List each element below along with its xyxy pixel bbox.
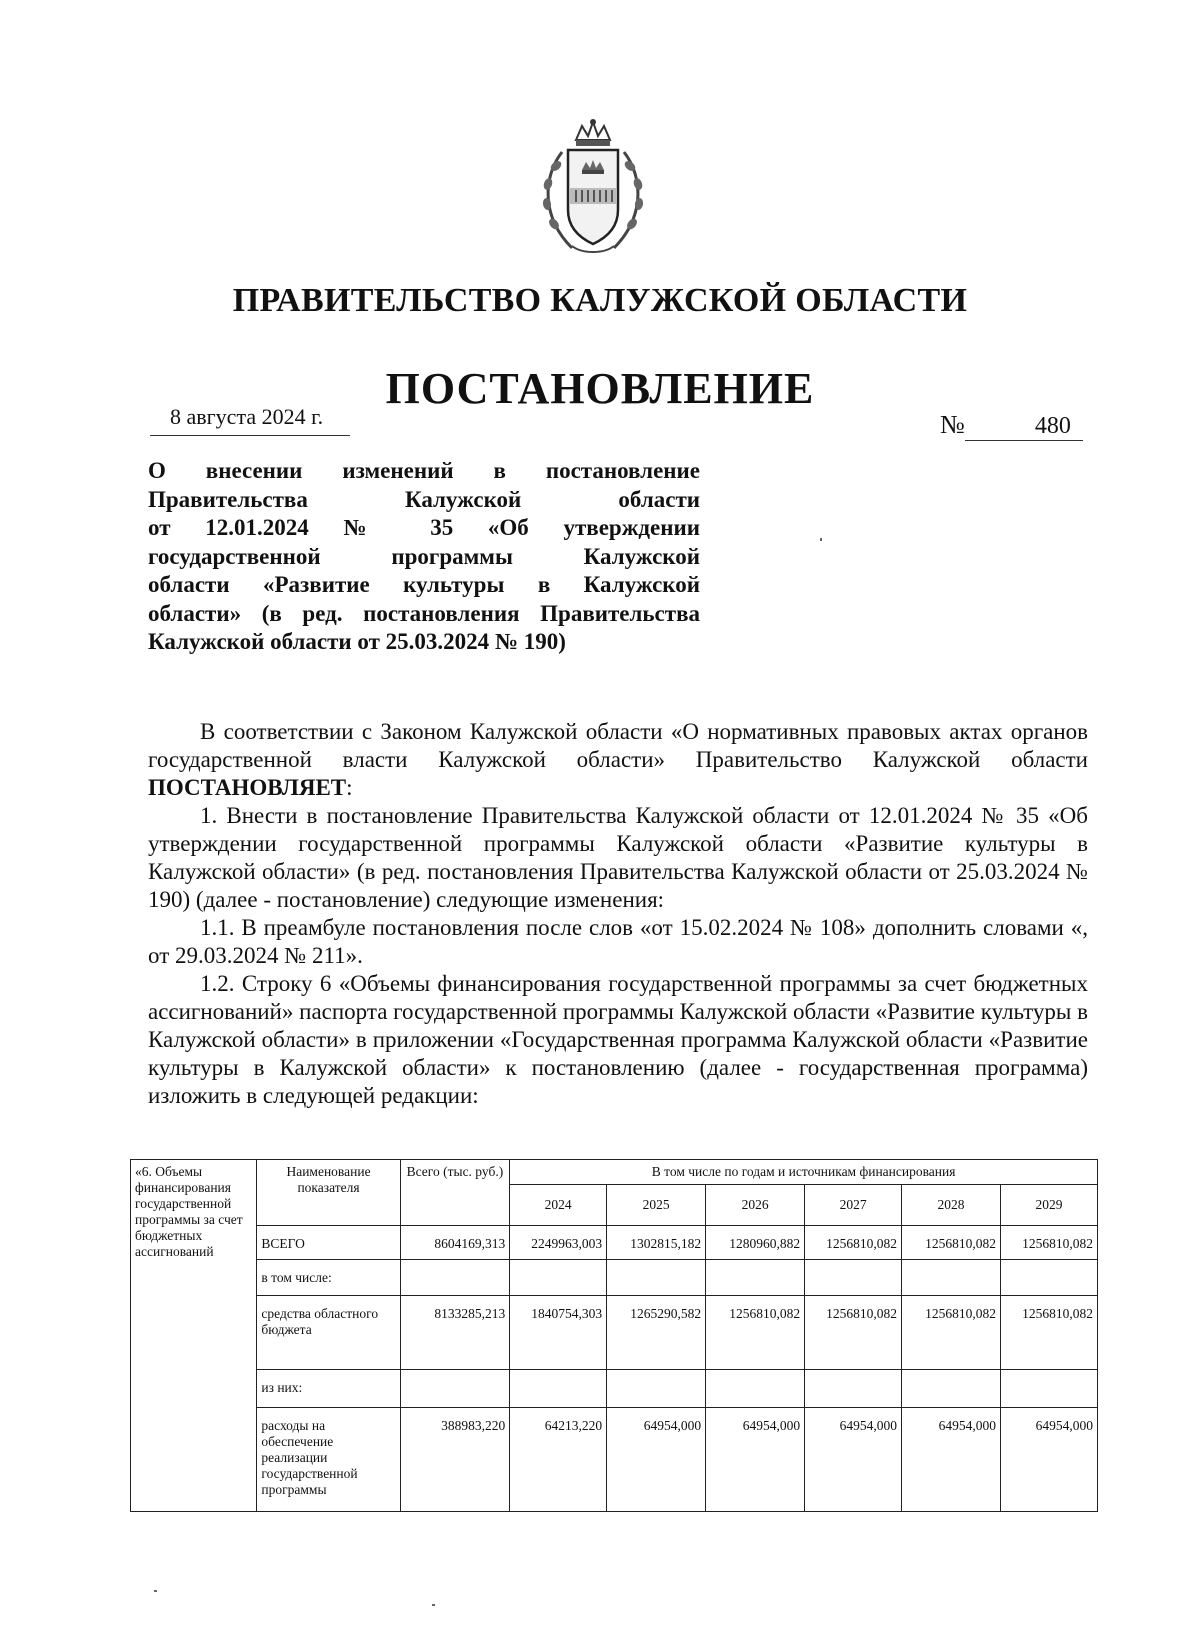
scan-speck [154,1590,157,1592]
document-date: 8 августа 2024 г. [150,404,350,436]
paragraph-1-1: 1.1. В преамбуле постановления после слов «от 15.02.2024 № 108» дополнить словами «, от 29.03.2024 № 211». [148,915,1088,968]
year-header: 2027 [805,1185,902,1226]
cell-value [706,1370,805,1408]
document-body [148,718,1088,1110]
year-header: 2029 [1001,1185,1098,1226]
subject-line: О внесении изменений в постановление [148,458,700,483]
table-row [131,1296,1098,1370]
row-total: 388983,220 [400,1408,510,1512]
cell-value: 1302815,182 [607,1226,706,1260]
intro-paragraph [148,718,1088,802]
table-row [131,1370,1098,1408]
government-title: ПРАВИТЕЛЬСТВО КАЛУЖСКОЙ ОБЛАСТИ [232,282,968,319]
cell-value: 1256810,082 [805,1296,902,1370]
row-total [400,1260,510,1296]
document-number [940,410,1083,441]
cell-value [902,1260,1001,1296]
scan-speck [820,538,822,541]
cell-value [1001,1370,1098,1408]
cell-value: 1256810,082 [902,1226,1001,1260]
intro-end: : [346,775,353,800]
year-header: 2025 [607,1185,706,1226]
row-label: средства областного бюджета [257,1296,400,1370]
cell-value: 1265290,582 [607,1296,706,1370]
cell-value: 1256810,082 [902,1296,1001,1370]
cell-value [706,1260,805,1296]
year-header: 2026 [706,1185,805,1226]
subject-line: Правительства Калужской области [148,486,700,512]
table-row [131,1408,1098,1512]
scan-speck [432,1604,435,1606]
cell-value: 1280960,882 [706,1226,805,1260]
intro-text: В соответствии с Законом Калужской области «О нормативных правовых актах органов государственной власти Калужской области» Правительство Калужской области [148,719,1088,772]
cell-value [805,1370,902,1408]
cell-value: 64954,000 [1001,1408,1098,1512]
cell-value [805,1260,902,1296]
header-total: Всего (тыс. руб.) [400,1160,510,1226]
subject-line: Калужской области от 25.03.2024 № 190) [148,629,566,654]
cell-value [1001,1260,1098,1296]
cell-value [607,1260,706,1296]
subject-line: от 12.01.2024 № 35 «Об утверждении [148,515,700,540]
subject-line: государственной программы Калужской [148,543,700,569]
document-subject [148,457,700,657]
cell-value [510,1260,607,1296]
financing-table [130,1159,1098,1512]
cell-value [902,1370,1001,1408]
header-by-year: В том числе по годам и источникам финансирования [510,1160,1098,1185]
cell-value: 64954,000 [902,1408,1001,1512]
number-label: № [940,410,965,439]
coat-of-arms-icon [532,118,654,258]
header-indicator: Наименование показателя [257,1160,400,1226]
table-row [131,1260,1098,1296]
table-row [131,1226,1098,1260]
cell-value: 64213,220 [510,1408,607,1512]
row-total: 8133285,213 [400,1296,510,1370]
cell-value: 64954,000 [805,1408,902,1512]
row-total: 8604169,313 [400,1226,510,1260]
year-header: 2024 [510,1185,607,1226]
resolves-keyword: ПОСТАНОВЛЯЕТ [148,775,347,800]
paragraph-1: 1. Внести в постановление Правительства Калужской области от 12.01.2024 № 35 «Об утверждении государственной программы Калужской области «Развитие культуры в Калужской области» (в ред. постановления Правительства Калужской области от 25.03.2024 № 190) (далее - постановление) следующие изменения: [148,803,1088,912]
row-label: расходы на обеспечение реализации государственной программы [257,1408,400,1512]
cell-value [607,1370,706,1408]
cell-value: 1256810,082 [805,1226,902,1260]
cell-value: 2249963,003 [510,1226,607,1260]
cell-value: 64954,000 [706,1408,805,1512]
row-label: ВСЕГО [257,1226,400,1260]
row-total [400,1370,510,1408]
cell-value: 1256810,082 [706,1296,805,1370]
row-title-cell: «6. Объемы финансирования государственной программы за счет бюджетных ассигнований [131,1160,257,1512]
year-header: 2028 [902,1185,1001,1226]
cell-value: 1256810,082 [1001,1296,1098,1370]
cell-value: 64954,000 [607,1408,706,1512]
cell-value [510,1370,607,1408]
paragraph-1-2: 1.2. Строку 6 «Объемы финансирования государственной программы за счет бюджетных ассигнований» паспорта государственной программы Калужской области «Развитие культуры в Калужской области» в приложении «Государственная программа Калужской области «Развитие культуры в Калужской области» к постановлению (далее - государственная программа) изложить в следующей редакции: [148,971,1088,1108]
row-label: в том числе: [257,1260,400,1296]
cell-value: 1840754,303 [510,1296,607,1370]
number-value: 480 [965,413,1083,441]
subject-line: области» (в ред. постановления Правительства [148,600,700,626]
row-label: из них: [257,1370,400,1408]
subject-line: области «Развитие культуры в Калужской [148,572,700,597]
document-type-title: ПОСТАНОВЛЕНИЕ [385,364,815,413]
cell-value: 1256810,082 [1001,1226,1098,1260]
